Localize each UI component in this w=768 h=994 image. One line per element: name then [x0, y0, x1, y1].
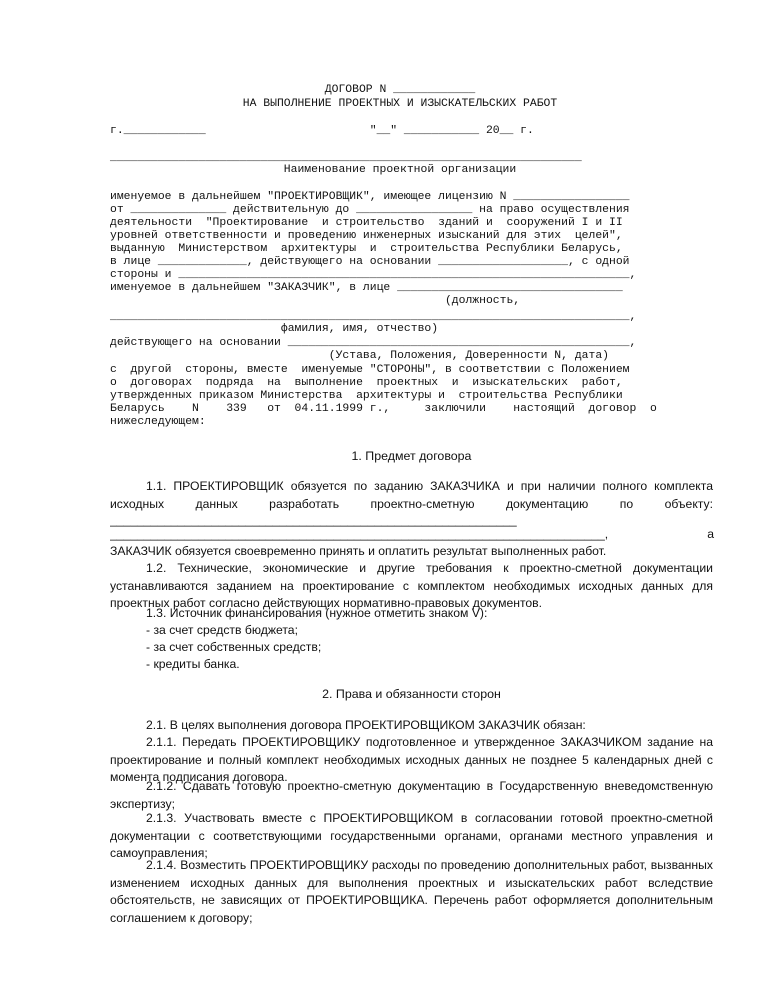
- contract-title: ДОГОВОР N ____________: [324, 84, 476, 96]
- clause-2-1-4: 2.1.4. Возместить ПРОЕКТИРОВЩИКУ расходы по проведению дополнительных работ, вызванных изменением исходных данных для выполнения проектных и изыскательских работ вследствие обстоятельств, не зависящих от ПРОЕКТИРОВЩИКА. Перечень работ оформляется дополнительным соглашением к договору;: [110, 858, 713, 925]
- funding-option: - за счет средств бюджета;: [146, 623, 298, 637]
- preamble-line: действующего на основании __________________________________________________,: [110, 337, 637, 349]
- clause-2-1-2: 2.1.2. Сдавать готовую проектно-сметную документацию в Государственную вневедомственную экспертизу;: [110, 779, 713, 811]
- preamble-line: утвержденных приказом Министерства архитектуры и строительства Республики: [110, 390, 623, 402]
- object-blank-2: _________________________________________________________________________,: [110, 527, 609, 541]
- preamble-line: в лице _____________, действующего на основании ___________________, с одной: [110, 256, 630, 268]
- preamble-line: Беларусь N 339 от 04.11.1999 г., заключили настоящий договор о: [110, 403, 657, 415]
- preamble-line: стороны и __________________________________________________________________,: [110, 269, 637, 281]
- preamble-line: нижеследующем:: [110, 416, 206, 428]
- preamble-caption: (Устава, Положения, Доверенности N, дата): [110, 350, 609, 362]
- section-1-heading: 1. Предмет договора: [351, 449, 472, 463]
- preamble-line: с другой стороны, вместе именуемые "СТОРОНЫ", в соответствии с Положением: [110, 364, 630, 376]
- preamble-caption: (должность,: [110, 295, 521, 307]
- preamble-line: именуемое в дальнейшем "ПРОЕКТИРОВЩИК", имеющее лицензию N _________________: [110, 191, 630, 203]
- preamble-line: о договорах подряда на выполнение проектных и изыскательских работ,: [110, 377, 623, 389]
- preamble-line: деятельности "Проектирование и строительство зданий и сооружений I и II: [110, 217, 623, 229]
- organization-blank: _____________________________________________________________________: [110, 152, 582, 164]
- conjunction-a: а: [707, 527, 714, 541]
- clause-2-1: 2.1. В целях выполнения договора ПРОЕКТИРОВЩИКОМ ЗАКАЗЧИК обязан:: [146, 718, 586, 732]
- clause-1-3: 1.3. Источник финансирования (нужное отметить знаком V):: [146, 606, 488, 620]
- preamble-line: ____________________________________________________________________________,: [110, 311, 637, 323]
- preamble-line: выданную Министерством архитектуры и строительства Республики Беларусь,: [110, 243, 623, 255]
- preamble-line: уровней ответственности и проведению инженерных изысканий для этих целей",: [110, 230, 623, 242]
- preamble-line: от ______________ действительную до _________________ на право осуществления: [110, 204, 630, 216]
- city-date-line: г.____________ "__" ___________ 20__ г.: [110, 125, 534, 137]
- preamble-line: именуемое в дальнейшем "ЗАКАЗЧИК", в лице _________________________________: [110, 282, 623, 294]
- clause-2-1-1: 2.1.1. Передать ПРОЕКТИРОВЩИКУ подготовленное и утвержденное ЗАКАЗЧИКОМ задание на проектирование и полный комплект необходимых исходных данных не позднее 5 календарных дней с момента подписания договора.: [110, 735, 713, 785]
- clause-2-1-3: 2.1.3. Участвовать вместе с ПРОЕКТИРОВЩИКОМ в согласовании готовой проектно-сметной документации с соответствующими государственными органами, органами местного управления и самоуправления;: [110, 811, 713, 861]
- funding-option: - за счет собственных средств;: [146, 640, 322, 654]
- clause-1-2: 1.2. Технические, экономические и другие требования к проектно-сметной документации устанавливаются заданием на проектирование с комплектом необходимых исходных данных для проектных работ согласно действующих нормативно-правовых документов.: [110, 561, 713, 611]
- object-blank-1: ____________________________________________________________: [110, 513, 517, 527]
- funding-option: - кредиты банка.: [146, 657, 240, 671]
- clause-1-1: 1.1. ПРОЕКТИРОВЩИК обязуется по заданию ЗАКАЗЧИКА и при наличии полного комплекта исходных данных разработать проектно-сметную документацию по объекту:: [110, 479, 713, 511]
- preamble-caption: фамилия, имя, отчество): [110, 323, 439, 335]
- contract-subtitle: НА ВЫПОЛНЕНИЕ ПРОЕКТНЫХ И ИЗЫСКАТЕЛЬСКИХ РАБОТ: [242, 98, 558, 110]
- organization-caption: Наименование проектной организации: [283, 164, 517, 176]
- clause-1-1-continued: ЗАКАЗЧИК обязуется своевременно принять и оплатить результат выполненных работ.: [110, 544, 607, 558]
- section-2-heading: 2. Права и обязанности сторон: [322, 687, 501, 701]
